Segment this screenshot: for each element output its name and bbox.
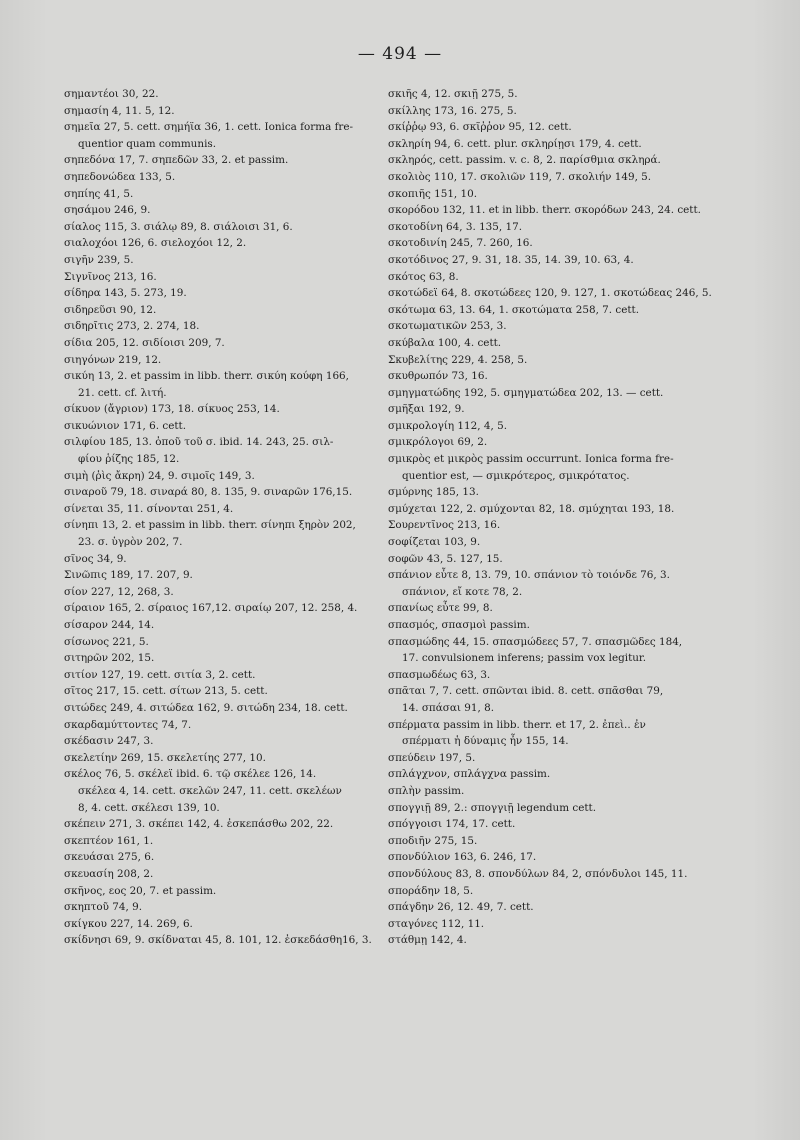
index-entry: σκύβαλα 100, 4. cett.: [388, 336, 502, 349]
index-entry: σμικρολογίη 112, 4, 5.: [388, 419, 508, 432]
index-entry: σκελετίην 269, 15. σκελετίης 277, 10.: [64, 751, 266, 764]
index-entry: σιδηρεῦσι 90, 12.: [64, 303, 157, 316]
index-entry: σκίλλης 173, 16. 275, 5.: [388, 104, 517, 117]
index-entry: σκῆνος, εος 20, 7. et passim.: [64, 884, 217, 897]
index-entry: σιδηρῖτις 273, 2. 274, 18.: [64, 320, 200, 333]
index-entry: σκεπτέον 161, 1.: [64, 834, 154, 847]
index-entry: σῖτος 217, 15. cett. σίτων 213, 5. cett.: [64, 685, 268, 698]
index-entry: σίσωνος 221, 5.: [64, 635, 149, 648]
index-entry: σιμὴ (ῥὶς ἄκρη) 24, 9. σιμοῖς 149, 3.: [64, 469, 255, 482]
index-entry: σῖνος 34, 9.: [64, 552, 127, 565]
index-entry: σηπεδόνα 17, 7. σηπεδῶν 33, 2. et passim.: [64, 154, 289, 167]
index-entry: σμηγματώδης 192, 5. σμηγματώδεα 202, 13. — cett.: [388, 386, 664, 399]
index-entry: σκέπειν 271, 3. σκέπει 142, 4. ἐσκεπάσθω 202, 22.: [64, 818, 334, 831]
index-entry: στάθμῃ 142, 4.: [388, 934, 467, 947]
index-entry-continuation: φίου ῥίζης 185, 12.: [78, 453, 180, 466]
index-entry-continuation: σκέλεα 4, 14. cett. σκελῶν 247, 11. cett. σκελέων: [78, 784, 342, 797]
index-entry: σμῆξαι 192, 9.: [388, 403, 465, 416]
page-number: — 494 —: [357, 44, 443, 64]
index-entry: σκοτωματικῶν 253, 3.: [388, 320, 507, 333]
index-entry: σηπίης 41, 5.: [64, 187, 134, 200]
index-entry: σπασμωδέως 63, 3.: [388, 668, 491, 681]
index-entry: σπάγδην 26, 12. 49, 7. cett.: [388, 901, 534, 914]
index-entry: σίδια 205, 12. σιδίοισι 209, 7.: [64, 336, 225, 349]
index-entry: σκέδασιν 247, 3.: [64, 735, 154, 748]
index-entry: σοφίζεται 103, 9.: [388, 536, 481, 549]
index-entry-continuation: 8, 4. cett. σκέλεσι 139, 10.: [78, 801, 220, 814]
index-entry-continuation: 23. σ. ὑγρὸν 202, 7.: [78, 536, 183, 549]
index-entry: σπάνιον εὖτε 8, 13. 79, 10. σπάνιον τὸ τοιόνδε 76, 3.: [388, 569, 670, 582]
index-entry: σιλφίου 185, 13. ὀποῦ τοῦ σ. ibid. 14. 243, 25. σιλ-: [64, 436, 334, 449]
index-entry: σκηπτοῦ 74, 9.: [64, 901, 143, 914]
index-entry: σίον 227, 12, 268, 3.: [64, 585, 174, 598]
index-entry: σποράδην 18, 5.: [388, 884, 474, 897]
index-entry: σημαντέοι 30, 22.: [64, 88, 159, 100]
index-entry: σπᾶται 7, 7. cett. σπῶνται ibid. 8. cett. σπᾶσθαι 79,: [388, 685, 664, 698]
index-entry: σποδιῆν 275, 15.: [388, 834, 478, 847]
index-entry: σησάμου 246, 9.: [64, 204, 151, 217]
index-entry: σίνηπι 13, 2. et passim in libb. therr. σίνηπι ξηρὸν 202,: [64, 519, 356, 532]
index-entry: σπογγιῇ 89, 2.: σπογγιῇ legendum cett.: [388, 801, 597, 814]
index-entry: σιγῆν 239, 5.: [64, 253, 134, 266]
index-entry: σμικρόλογοι 69, 2.: [388, 436, 488, 449]
index-entry: σμικρὸς et μικρὸς passim occurrunt. Ionica forma fre-: [388, 453, 674, 466]
index-entry: σίσαρον 244, 14.: [64, 619, 155, 631]
right-column: [388, 86, 713, 949]
index-entry: σπόγγοισι 174, 17. cett.: [388, 818, 516, 831]
index-entry: σιτίον 127, 19. cett. σιτία 3, 2. cett.: [64, 668, 256, 681]
index-entry: σίκυον (ἄγριον) 173, 18. σίκυος 253, 14.: [64, 403, 280, 416]
index-entry: σικυώνιον 171, 6. cett.: [64, 419, 186, 432]
index-entry: σιηγόνων 219, 12.: [64, 353, 162, 366]
index-entry: σίραιον 165, 2. σίραιος 167,12. σιραίῳ 207, 12. 258, 4.: [64, 602, 358, 615]
index-entry: σιτώδες 249, 4. σιτώδεα 162, 9. σιτώδη 234, 18. cett.: [64, 701, 348, 714]
index-entry-continuation: σπέρματι ἡ δύναμις ἦν 155, 14.: [402, 735, 569, 748]
index-entry: σκίδνησι 69, 9. σκίδναται 45, 8. 101, 12. ἐσκεδάσθη16, 3.: [64, 934, 372, 947]
index-entry: σίδηρα 143, 5. 273, 19.: [64, 287, 187, 300]
index-entry: σικύη 13, 2. et passim in libb. therr. σικύη κούφη 166,: [64, 370, 349, 383]
index-entry: Σουρεντῖνος 213, 16.: [388, 519, 501, 532]
index-entry: σκοτοδινίη 245, 7. 260, 16.: [388, 237, 533, 250]
index-entry: σίνεται 35, 11. σίνονται 251, 4.: [64, 502, 234, 515]
index-entry: σκέλος 76, 5. σκέλεϊ ibid. 6. τῷ σκέλεε 126, 14.: [64, 768, 317, 781]
index-entry: Σινῶπις 189, 17. 207, 9.: [64, 569, 193, 582]
index-entry: σκορόδου 132, 11. et in libb. therr. σκορόδων 243, 24. cett.: [388, 204, 701, 217]
index-entry: σκίῤῥῳ 93, 6. σκῖῤῥον 95, 12. cett.: [388, 121, 572, 134]
index-entry: σκίγκου 227, 14. 269, 6.: [64, 917, 193, 930]
index-entry: σκοτόδινος 27, 9. 31, 18. 35, 14. 39, 10. 63, 4.: [388, 253, 634, 266]
index-entry: σιαλοχόοι 126, 6. σιελοχόοι 12, 2.: [64, 237, 247, 250]
index-entry: σπέρματα passim in libb. therr. et 17, 2. ἐπεὶ.. ἐν: [388, 718, 646, 731]
index-entry: σπασμώδης 44, 15. σπασμώδεες 57, 7. σπασμῶδες 184,: [388, 635, 683, 648]
index-entry: σταγόνες 112, 11.: [388, 917, 485, 930]
index-entry: σκότος 63, 8.: [388, 270, 459, 283]
index-entry: σκοπιῆς 151, 10.: [388, 187, 478, 200]
index-entry: σκληρός, cett. passim. v. c. 8, 2. παρίσθμια σκληρά.: [388, 154, 661, 167]
index-entry: σκοτώδεϊ 64, 8. σκοτώδεες 120, 9. 127, 1. σκοτώδεας 246, 5.: [388, 287, 712, 300]
left-column: [64, 86, 382, 949]
index-entry: σκαρδαμύττοντες 74, 7.: [64, 718, 192, 731]
index-entry: σπονδύλιον 163, 6. 246, 17.: [388, 851, 537, 864]
index-entry: σκευασίη 208, 2.: [64, 867, 154, 880]
index-entry: σηπεδονώδεα 133, 5.: [64, 170, 176, 183]
index-entry: σκυθρωπόν 73, 16.: [388, 370, 488, 383]
index-entry-continuation: quentior est, — σμικρότερος, σμικρότατος.: [402, 469, 630, 482]
index-entry: σπασμός, σπασμοὶ passim.: [388, 619, 530, 631]
index-entry: σπλὴν passim.: [388, 784, 465, 797]
index-entry-continuation: 17. convulsionem inferens; passim vox legitur.: [402, 652, 647, 665]
index-entry: σκληρίη 94, 6. cett. plur. σκληρίῃσι 179, 4. cett.: [388, 137, 642, 150]
index-entry-continuation: quentior quam communis.: [78, 137, 217, 150]
index-entry: σιτηρῶν 202, 15.: [64, 652, 155, 665]
index-entry: Σιγνῖνος 213, 16.: [64, 270, 157, 283]
index-entry: σπανίως εὖτε 99, 8.: [388, 602, 493, 615]
index-entry: σκολιὸς 110, 17. σκολιῶν 119, 7. σκολιήν 149, 5.: [388, 170, 652, 183]
index-entry: σπλάγχνον, σπλάγχνα passim.: [388, 768, 551, 781]
index-entry: σημεῖα 27, 5. cett. σημήϊα 36, 1. cett. Ionica forma fre-: [64, 121, 354, 134]
index-entry: σπονδύλους 83, 8. σπονδύλων 84, 2, σπόνδυλοι 145, 11.: [388, 867, 688, 880]
index-entry: σημασίη 4, 11. 5, 12.: [64, 104, 175, 117]
index-entry: σκευάσαι 275, 6.: [64, 851, 155, 864]
index-entry: σίαλος 115, 3. σιάλῳ 89, 8. σιάλοισι 31, 6.: [64, 220, 293, 233]
index-entry: σοφῶν 43, 5. 127, 15.: [388, 552, 503, 565]
index-entry: σκιῆς 4, 12. σκιῇ 275, 5.: [388, 88, 518, 100]
index-entry: σπεύδειν 197, 5.: [388, 751, 476, 764]
index-entry: σμύρνης 185, 13.: [388, 486, 479, 499]
index-entry: σκότωμα 63, 13. 64, 1. σκοτώματα 258, 7. cett.: [388, 303, 640, 316]
index-entry-continuation: 21. cett. cf. λιτή.: [78, 386, 167, 399]
index-entry-continuation: σπάνιον, εἴ κοτε 78, 2.: [402, 585, 523, 598]
index-entry: σιναροῦ 79, 18. σιναρά 80, 8. 135, 9. σιναρῶν 176,15.: [64, 486, 353, 499]
index-entry: σμύχεται 122, 2. σμύχονται 82, 18. σμύχηται 193, 18.: [388, 502, 675, 515]
index-entry-continuation: 14. σπάσαι 91, 8.: [402, 701, 494, 714]
index-entry: σκοτοδίνη 64, 3. 135, 17.: [388, 220, 523, 233]
index-entry: Σκυβελίτης 229, 4. 258, 5.: [388, 353, 528, 366]
